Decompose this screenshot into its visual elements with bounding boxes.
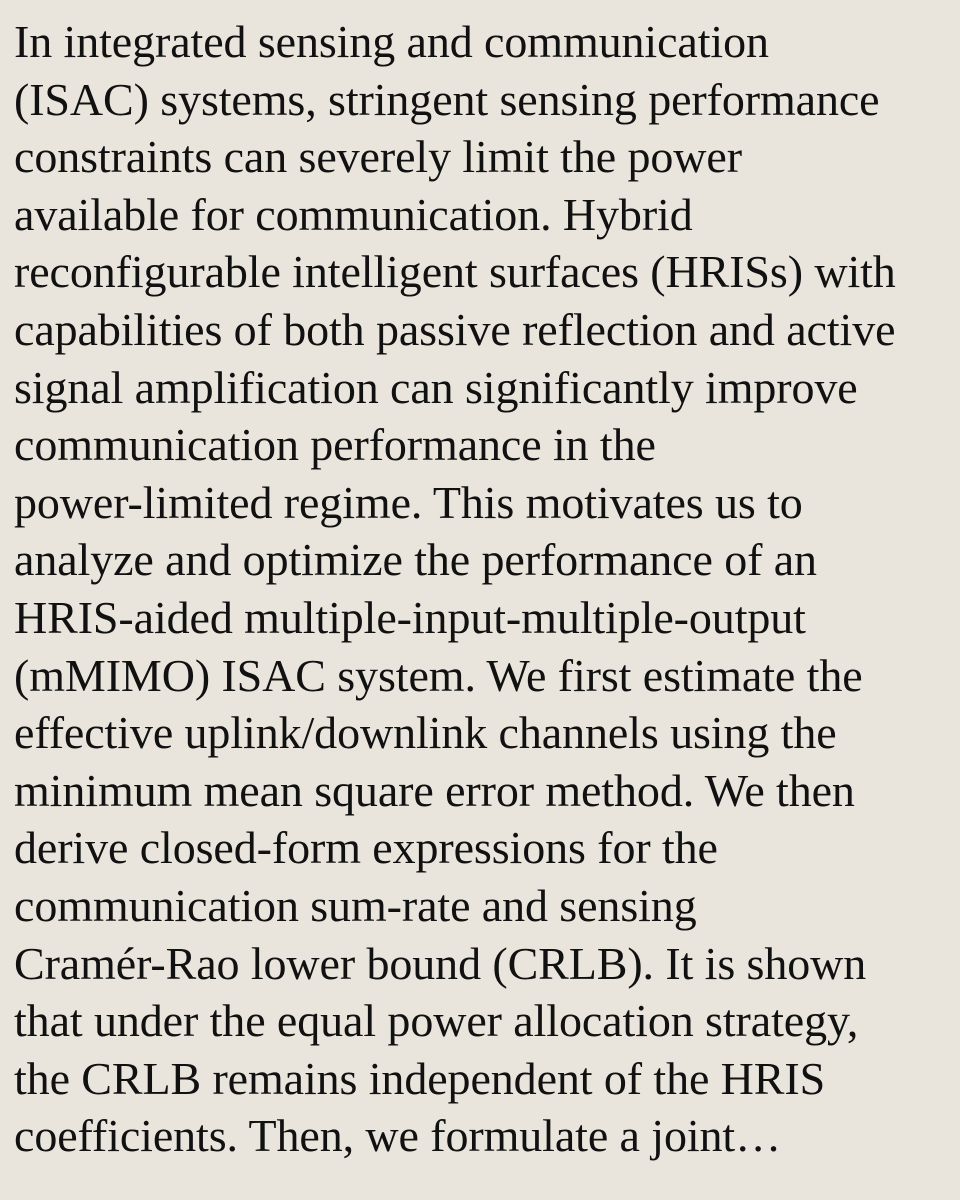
text-line: available for communication. Hybrid	[14, 188, 693, 240]
text-line: coefficients. Then, we formulate a joint…	[14, 1110, 782, 1162]
text-line: Cramér-Rao lower bound (CRLB). It is shown	[14, 937, 867, 989]
text-line: minimum mean square error method. We then	[14, 764, 855, 816]
text-line: (mMIMO) ISAC system. We first estimate the	[14, 649, 863, 701]
text-line: power-limited regime. This motivates us to	[14, 476, 803, 528]
text-line: that under the equal power allocation strategy,	[14, 995, 859, 1047]
text-line: In integrated sensing and communication	[14, 16, 769, 67]
text-line: capabilities of both passive reflection and active	[14, 303, 896, 355]
text-line: derive closed-form expressions for the	[14, 822, 718, 874]
text-line: HRIS-aided multiple-input-multiple-output	[14, 591, 806, 643]
text-line: the CRLB remains independent of the HRIS	[14, 1052, 826, 1104]
text-line: effective uplink/downlink channels using the	[14, 707, 837, 759]
text-line: signal amplification can significantly improve	[14, 361, 858, 413]
text-line: communication sum-rate and sensing	[14, 879, 697, 931]
text-line: communication performance in the	[14, 419, 656, 471]
text-line: reconfigurable intelligent surfaces (HRISs) with	[14, 246, 896, 298]
text-line: constraints can severely limit the power	[14, 131, 742, 183]
abstract-text	[14, 13, 949, 1165]
text-line: (ISAC) systems, stringent sensing performance	[14, 73, 880, 125]
text-line: analyze and optimize the performance of an	[14, 534, 817, 586]
